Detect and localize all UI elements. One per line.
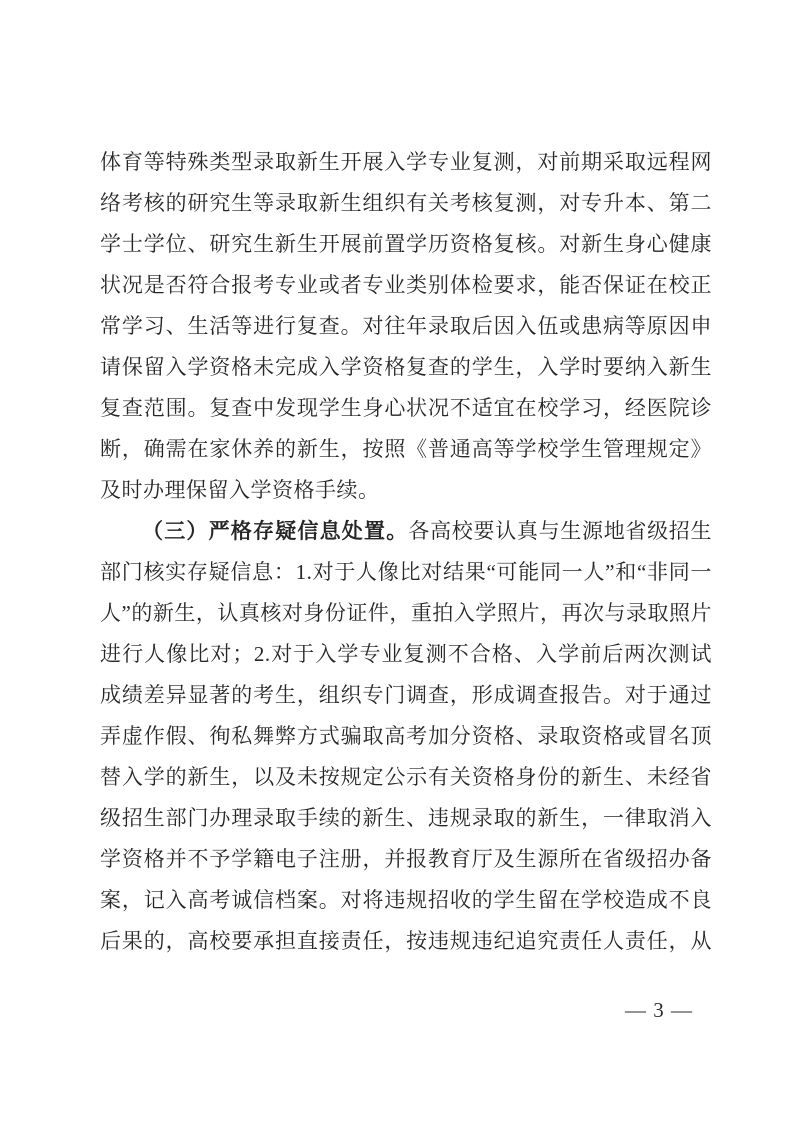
text-line: 案，记入高考诚信档案。对将违规招收的学生留在学校造成不良 <box>100 888 712 912</box>
section-heading: （三）严格存疑信息处置。 <box>142 519 409 543</box>
text-line: 部门核实存疑信息：1.对于人像比对结果“可能同一人”和“非同一 <box>100 560 712 584</box>
text-line: 学资格并不予学籍电子注册，并报教育厅及生源所在省级招办备 <box>100 847 712 871</box>
text-line: 成绩差异显著的考生，组织专门调查，形成调查报告。对于通过 <box>100 683 712 707</box>
document-body <box>100 142 712 962</box>
text-line: 学士学位、研究生新生开展前置学历资格复核。对新生身心健康 <box>100 232 712 256</box>
text-line: 人”的新生，认真核对身份证件，重拍入学照片，再次与录取照片 <box>100 601 712 625</box>
text-line: 状况是否符合报考专业或者专业类别体检要求，能否保证在校正 <box>100 273 712 297</box>
text-line: 替入学的新生，以及未按规定公示有关资格身份的新生、未经省 <box>100 765 712 789</box>
page-number: — 3 — <box>625 998 693 1022</box>
text-line: 复查范围。复查中发现学生身心状况不适宜在校学习，经医院诊 <box>100 396 712 420</box>
text-line: 络考核的研究生等录取新生组织有关考核复测，对专升本、第二 <box>100 191 712 215</box>
text-line: 请保留入学资格未完成入学资格复查的学生，入学时要纳入新生 <box>100 355 712 379</box>
text-line: 及时办理保留入学资格手续。 <box>100 478 380 502</box>
text-line: 常学习、生活等进行复查。对往年录取后因入伍或患病等原因申 <box>100 314 712 338</box>
text-line: 弄虚作假、徇私舞弊方式骗取高考加分资格、录取资格或冒名顶 <box>100 724 712 748</box>
text-line: 断，确需在家休养的新生，按照《普通高等学校学生管理规定》 <box>100 437 712 461</box>
text-line: 进行人像比对；2.对于入学专业复测不合格、入学前后两次测试 <box>100 642 712 666</box>
text-line: 后果的，高校要承担直接责任，按违规违纪追究责任人责任，从 <box>100 929 712 953</box>
text-line: （三）严格存疑信息处置。各高校要认真与生源地省级招生 <box>142 519 713 543</box>
text-line: 体育等特殊类型录取新生开展入学专业复测，对前期采取远程网 <box>100 150 712 174</box>
text-line: 级招生部门办理录取手续的新生、违规录取的新生，一律取消入 <box>100 806 712 830</box>
page-footer <box>625 998 693 1022</box>
